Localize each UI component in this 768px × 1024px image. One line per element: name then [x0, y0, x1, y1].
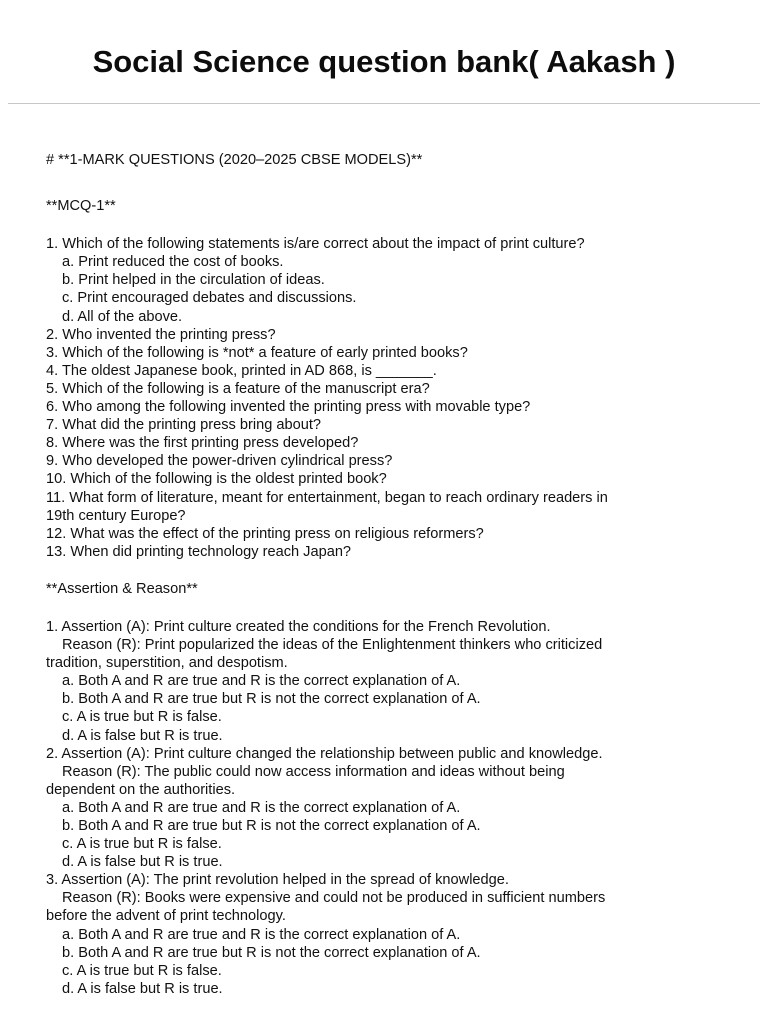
- spacer: [46, 169, 758, 197]
- assertion-reason-heading: **Assertion & Reason**: [46, 580, 198, 597]
- question-line: 9. Who developed the power-driven cylindrical press?: [46, 453, 393, 470]
- question-line: c. A is true but R is false.: [62, 709, 222, 726]
- spacer: [46, 561, 758, 580]
- question-line: c. Print encouraged debates and discussions.: [62, 290, 357, 307]
- question-line: b. Both A and R are true but R is not the correct explanation of A.: [62, 691, 481, 708]
- mcq-question-list: [46, 235, 758, 561]
- question-line: 19th century Europe?: [46, 507, 186, 524]
- assertion-reason-list: [46, 618, 758, 998]
- mcq-heading: **MCQ-1**: [46, 198, 116, 215]
- question-line: a. Both A and R are true and R is the correct explanation of A.: [62, 799, 461, 816]
- question-line: 13. When did printing technology reach Japan?: [46, 543, 352, 560]
- section-heading: # **1-MARK QUESTIONS (2020–2025 CBSE MODELS)**: [46, 152, 423, 168]
- question-line: d. All of the above.: [62, 308, 183, 325]
- question-line: d. A is false but R is true.: [62, 727, 223, 744]
- question-line: 2. Who invented the printing press?: [46, 326, 276, 343]
- question-line: 11. What form of literature, meant for entertainment, began to reach ordinary readers in: [46, 489, 608, 506]
- question-line: 8. Where was the first printing press developed?: [46, 435, 359, 452]
- question-line: dependent on the authorities.: [46, 781, 236, 798]
- question-line: d. A is false but R is true.: [62, 980, 223, 997]
- question-line: 12. What was the effect of the printing press on religious reformers?: [46, 525, 484, 542]
- spacer: [46, 598, 758, 618]
- question-line: a. Both A and R are true and R is the correct explanation of A.: [62, 673, 461, 690]
- question-line: 1. Assertion (A): Print culture created the conditions for the French Revolution.: [46, 618, 551, 635]
- question-line: c. A is true but R is false.: [62, 836, 222, 853]
- question-line: a. Print reduced the cost of books.: [62, 254, 284, 271]
- question-line: 3. Which of the following is *not* a feature of early printed books?: [46, 344, 468, 361]
- question-line: 6. Who among the following invented the printing press with movable type?: [46, 399, 531, 416]
- question-line: b. Both A and R are true but R is not the correct explanation of A.: [62, 944, 481, 961]
- question-line: 4. The oldest Japanese book, printed in AD 868, is _______.: [46, 362, 437, 379]
- question-line: b. Both A and R are true but R is not the correct explanation of A.: [62, 818, 481, 834]
- question-line: before the advent of print technology.: [46, 908, 286, 925]
- document-body: [46, 151, 758, 998]
- page-title: Social Science question bank( Aakash ): [92, 44, 676, 79]
- question-line: 2. Assertion (A): Print culture changed the relationship between public and knowledge.: [46, 745, 603, 762]
- question-line: 3. Assertion (A): The print revolution helped in the spread of knowledge.: [46, 872, 509, 889]
- question-line: d. A is false but R is true.: [62, 854, 223, 871]
- question-line: b. Print helped in the circulation of ideas.: [62, 272, 325, 289]
- question-line: 5. Which of the following is a feature of the manuscript era?: [46, 380, 430, 397]
- question-line: Reason (R): The public could now access information and ideas without being: [62, 763, 565, 780]
- question-line: a. Both A and R are true and R is the correct explanation of A.: [62, 926, 461, 943]
- question-line: Reason (R): Print popularized the ideas of the Enlightenment thinkers who criticized: [62, 637, 603, 654]
- question-line: c. A is true but R is false.: [62, 962, 222, 979]
- question-line: 1. Which of the following statements is/are correct about the impact of print culture?: [46, 236, 585, 253]
- question-line: tradition, superstition, and despotism.: [46, 655, 288, 672]
- title-divider: [8, 103, 760, 104]
- spacer: [46, 215, 758, 235]
- question-line: Reason (R): Books were expensive and could not be produced in sufficient numbers: [62, 890, 606, 907]
- question-line: 10. Which of the following is the oldest printed book?: [46, 471, 387, 488]
- question-line: 7. What did the printing press bring about?: [46, 417, 322, 434]
